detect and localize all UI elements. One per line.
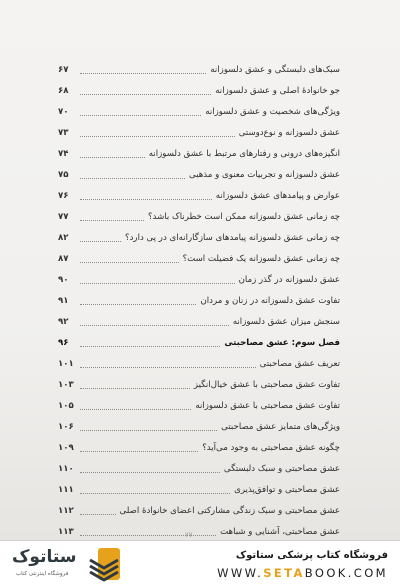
dot-leader (80, 535, 216, 536)
toc-page-number: ۹۶ (58, 338, 69, 348)
dot-leader (80, 514, 116, 515)
dot-leader (80, 472, 220, 473)
dot-leader (80, 94, 211, 95)
page-number-footer: ۷۷ (185, 531, 193, 539)
toc-entry-text: عشق مصاحبتی و توافق‌پذیری (234, 485, 340, 495)
toc-entry-title (224, 335, 340, 351)
table-of-contents (0, 62, 400, 537)
toc-entry-text: چه زمانی عشق دلسوزانه ممکن است خطرناک باشد؟ (148, 212, 340, 222)
toc-entry-text: چه زمانی عشق دلسوزانه پیامدهای سازگارانه‌ای در پی دارد؟ (125, 233, 340, 243)
toc-page-number: ۷۴ (58, 149, 69, 159)
toc-entry[interactable] (58, 356, 340, 372)
book-stack-icon (88, 546, 122, 582)
logo-wordmark: ستاتوک (12, 547, 77, 567)
toc-entry-title (205, 104, 340, 120)
logo-tagline: فروشگاه اینترنتی کتاب (16, 571, 69, 577)
url-suffix: BOOK.COM (304, 566, 388, 580)
toc-entry-text: عشق مصاحبتی (224, 338, 292, 348)
toc-entry[interactable] (58, 83, 340, 99)
toc-entry-title (224, 461, 340, 477)
dot-leader (80, 262, 179, 263)
toc-page-number: ۱۰۳ (58, 380, 74, 390)
toc-entry[interactable] (58, 230, 340, 246)
dot-leader (80, 346, 220, 347)
toc-page-number: ۸۲ (58, 233, 69, 243)
toc-entry[interactable] (58, 167, 340, 183)
toc-page-number: ۱۰۹ (58, 443, 74, 453)
toc-entry-text: سنجش میزان عشق دلسوزانه (232, 317, 340, 327)
toc-entry-title (149, 146, 340, 162)
toc-entry[interactable] (58, 272, 340, 288)
dot-leader (80, 493, 230, 494)
toc-page-number: ۱۰۱ (58, 359, 74, 369)
toc-page-number: ۱۰۵ (58, 401, 74, 411)
toc-entry-text: ویژگی‌های شخصیت و عشق دلسوزانه (205, 107, 340, 117)
toc-entry-text: تفاوت عشق دلسوزانه در زنان و مردان (200, 296, 340, 306)
toc-entry[interactable] (58, 293, 340, 309)
toc-entry-text: انگیزه‌های درونی و رفتارهای مرتبط با عشق دلسوزانه (148, 149, 340, 159)
toc-entry-title (239, 125, 340, 141)
dot-leader (80, 409, 191, 410)
dot-leader (80, 304, 196, 305)
toc-page-number: ۸۷ (58, 254, 69, 264)
toc-page-number: ۷۶ (58, 191, 69, 201)
toc-entry[interactable] (58, 146, 340, 162)
dot-leader (80, 451, 198, 452)
store-url-link[interactable] (217, 566, 388, 580)
toc-entry-title (125, 230, 340, 246)
toc-entry[interactable] (58, 188, 340, 204)
dot-leader (80, 388, 190, 389)
toc-entry-title (210, 62, 340, 78)
toc-page-number: ۷۳ (58, 128, 69, 138)
toc-page-number: ۹۰ (58, 275, 69, 285)
toc-entry-text: ویژگی‌های متمایز عشق مصاحبتی (221, 422, 340, 432)
toc-page-number: ۱۱۳ (58, 527, 74, 537)
toc-entry[interactable] (58, 251, 340, 267)
url-accent: SETA (263, 566, 305, 580)
toc-page-number: ۷۷ (58, 212, 69, 222)
toc-entry-title (220, 524, 340, 540)
toc-entry-title (215, 83, 340, 99)
dot-leader (80, 325, 229, 326)
toc-entry-text: عشق دلسوزانه و تجربیات معنوی و مذهبی (188, 170, 340, 180)
toc-entry-title (183, 251, 340, 267)
toc-entry[interactable] (58, 125, 340, 141)
toc-entry-text: تفاوت عشق مصاحبتی با عشق دلسوزانه (195, 401, 340, 411)
toc-page-number: ۹۱ (58, 296, 69, 306)
toc-entry-text: چگونه عشق مصاحبتی به وجود می‌آید؟ (202, 443, 340, 453)
toc-entry-title (194, 377, 340, 393)
toc-entry-title (202, 440, 340, 456)
toc-entry[interactable] (58, 503, 340, 519)
dot-leader (80, 367, 256, 368)
toc-entry-title (189, 167, 340, 183)
toc-entry[interactable] (58, 419, 340, 435)
toc-page-number: ۱۰۶ (58, 422, 74, 432)
toc-entry-text: تفاوت عشق مصاحبتی با عشق خیال‌انگیز (193, 380, 340, 390)
toc-entry-title (195, 398, 340, 414)
toc-entry-text: جو خانوادهٔ اصلی و عشق دلسوزانه (215, 86, 340, 96)
dot-leader (80, 241, 121, 242)
store-logo[interactable] (10, 546, 160, 584)
toc-entry[interactable] (58, 62, 340, 78)
toc-entry[interactable] (58, 314, 340, 330)
toc-entry[interactable] (58, 209, 340, 225)
toc-entry-text: سبک‌های دلبستگی و عشق دلسوزانه (210, 65, 340, 75)
toc-entry[interactable] (58, 461, 340, 477)
toc-page-number: ۹۲ (58, 317, 69, 327)
toc-entry-title (120, 503, 340, 519)
dot-leader (80, 73, 206, 74)
toc-entry-text: عشق دلسوزانه و نوع‌دوستی (238, 128, 340, 138)
toc-entry-title (234, 482, 340, 498)
dot-leader (80, 220, 144, 221)
toc-page-number: ۷۰ (58, 107, 69, 117)
toc-entry-text: عشق مصاحبتی و سبک دلبستگی (223, 464, 340, 474)
store-name: فروشگاه کتاب پزشکی ستاتوک (235, 550, 388, 561)
dot-leader (80, 199, 212, 200)
url-prefix: WWW. (217, 566, 264, 580)
toc-entry[interactable] (58, 104, 340, 120)
toc-entry[interactable] (58, 398, 340, 414)
dot-leader (80, 430, 217, 431)
toc-entry-title (216, 188, 340, 204)
toc-entry-title (233, 314, 340, 330)
toc-entry[interactable] (58, 440, 340, 456)
toc-entry-text: عوارض و پیامدهای عشق دلسوزانه (215, 191, 340, 201)
toc-entry-text: عشق مصاحبتی، آشنایی و شباهت (220, 527, 340, 537)
toc-page-number: ۱۱۱ (58, 485, 74, 495)
toc-page-number: ۱۱۲ (58, 506, 74, 516)
toc-entry-title (239, 272, 340, 288)
toc-entry-title (260, 356, 340, 372)
toc-entry-title (200, 293, 340, 309)
toc-entry-text: چه زمانی عشق دلسوزانه یک فضیلت است؟ (182, 254, 340, 264)
dot-leader (80, 115, 201, 116)
toc-page-number: ۶۷ (58, 65, 69, 75)
toc-entry-title (148, 209, 340, 225)
toc-entry-text: عشق دلسوزانه در گذر زمان (238, 275, 340, 285)
toc-page-number: ۷۵ (58, 170, 69, 180)
dot-leader (80, 178, 185, 179)
toc-page-number: ۱۱۰ (58, 464, 74, 474)
chapter-label: فصل سوم: (291, 338, 340, 348)
toc-page-number: ۶۸ (58, 86, 69, 96)
toc-entry[interactable] (58, 377, 340, 393)
toc-entry-title (221, 419, 340, 435)
toc-entry-text: عشق مصاحبتی و سبک زندگی مشارکتی اعضای خانوادهٔ اصلی (119, 506, 340, 516)
toc-chapter-heading[interactable] (58, 335, 340, 351)
toc-entry[interactable] (58, 482, 340, 498)
toc-entry-text: تعریف عشق مصاحبتی (259, 359, 340, 369)
store-banner (0, 540, 400, 588)
dot-leader (80, 157, 145, 158)
dot-leader (80, 136, 235, 137)
dot-leader (80, 283, 235, 284)
toc-entry[interactable] (58, 524, 340, 540)
